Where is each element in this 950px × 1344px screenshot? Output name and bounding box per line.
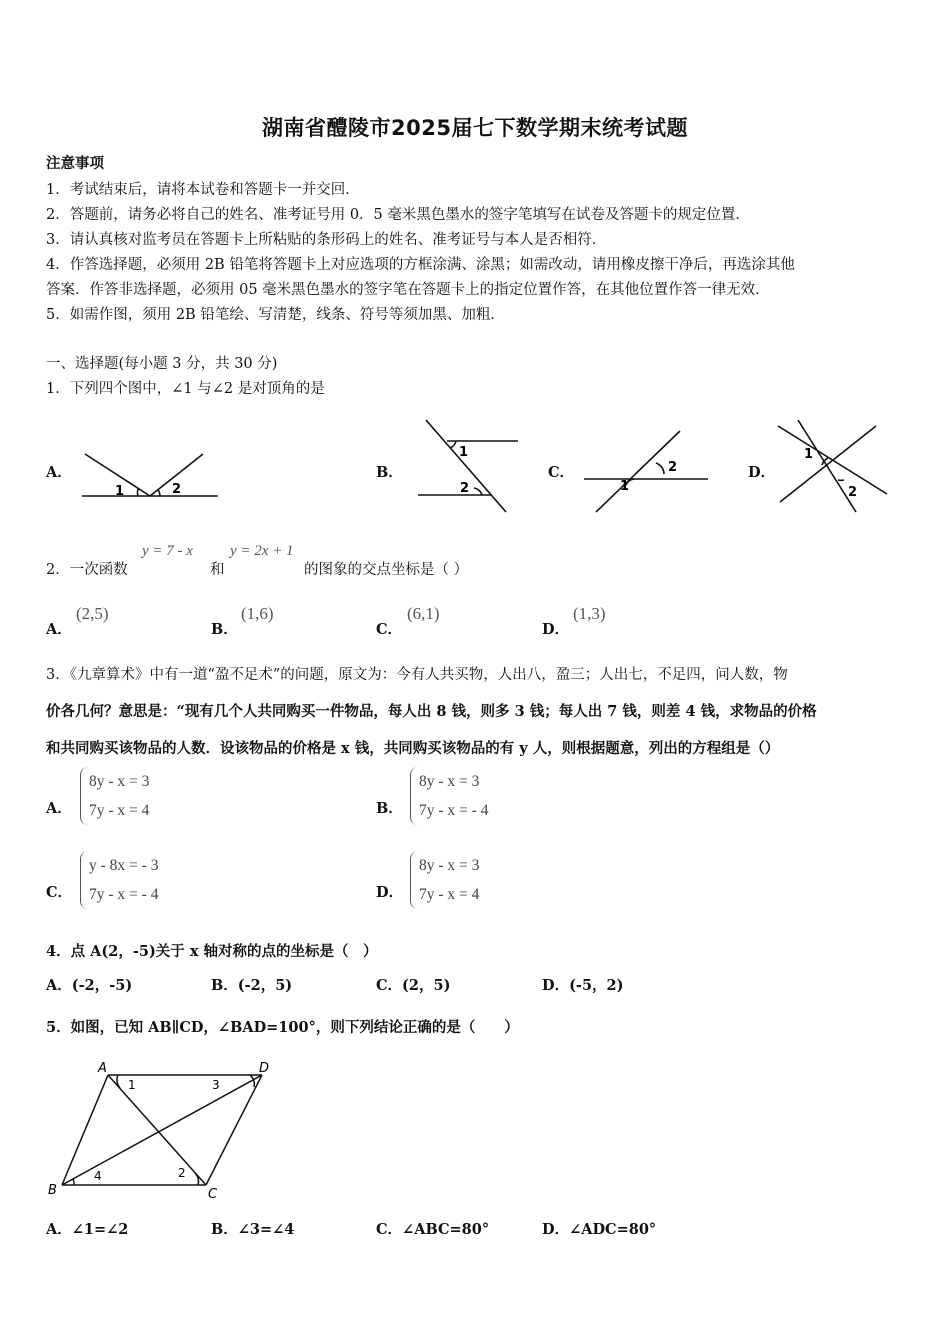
- equation: 8y - x = 3: [419, 773, 480, 790]
- q2-option-c-letter: C．: [376, 621, 403, 638]
- q5-figure: [40, 1055, 285, 1205]
- q3-option-d-letter: D．: [376, 884, 404, 901]
- angle-label: 3: [212, 1078, 220, 1092]
- q5-stem: 5．如图，已知 AB∥CD，∠BAD=100°，则下列结论正确的是（ ）: [46, 1019, 519, 1036]
- notice-item: 2．答题前，请务必将自己的姓名、准考证号用 0．5 毫米黑色墨水的签字笔填写在试卷及答题卡的规定位置．: [46, 207, 750, 223]
- angle-label: 2: [178, 1166, 186, 1180]
- equation: 7y - x = - 4: [419, 802, 489, 819]
- vertex-label: A: [98, 1061, 107, 1076]
- q1-figure-b: [412, 418, 522, 516]
- angle-label: 1: [804, 447, 814, 462]
- vertex-label: C: [208, 1187, 218, 1202]
- q2-equation-1: y = 7 - x: [142, 543, 193, 559]
- angle-label: 2: [848, 485, 858, 500]
- q3-text: 3．《九章算术》中有一道“盈不足术”的问题，原文为：今有人共买物，人出八，盈三；人出七，不足四，问人数，物: [46, 667, 788, 683]
- vertex-label: D: [259, 1061, 270, 1076]
- q2-suffix: 的图象的交点坐标是（ ）: [304, 562, 469, 578]
- page-title: 湖南省醴陵市2025届七下数学期末统考试题: [262, 116, 688, 140]
- q2-option-a-letter: A．: [46, 621, 72, 638]
- q4-option-d: D．(-5，2): [542, 977, 624, 994]
- angle-label: 4: [94, 1169, 102, 1183]
- q1-option-a: A．: [46, 464, 72, 481]
- q3-text: 价各几何？意思是：“现有几个人共同购买一件物品，每人出 8 钱，则多 3 钱；每人出 7 钱，则差 4 钱，求物品的价格: [46, 703, 817, 720]
- angle-label: 1: [620, 479, 630, 494]
- q1-stem: 1．下列四个图中，∠1 与∠2 是对顶角的是: [46, 381, 325, 397]
- angle-label: 1: [115, 484, 125, 499]
- section-heading: 一、选择题(每小题 3 分，共 30 分): [46, 356, 278, 372]
- q3-option-c-system: [80, 851, 158, 909]
- q2-option-b-value: (1,6): [241, 604, 274, 623]
- q5-option-c: C．∠ABC=80°: [376, 1221, 490, 1238]
- q1-figure-a: [70, 440, 220, 510]
- angle-label: 2: [668, 460, 678, 475]
- q2-option-c-value: (6,1): [407, 604, 440, 623]
- q1-option-d: D．: [748, 464, 776, 481]
- q4-option-b: B．(-2，5): [211, 977, 293, 994]
- q2-prefix: 2．一次函数: [46, 562, 128, 578]
- q3-option-a-system: [80, 767, 149, 825]
- equation: 7y - x = 4: [89, 802, 150, 819]
- q3-option-a-letter: A．: [46, 800, 72, 817]
- equation: 7y - x = 4: [419, 886, 480, 903]
- q2-option-b-letter: B．: [211, 621, 238, 638]
- q4-option-a: A．(-2，-5): [46, 977, 133, 994]
- q4-option-c: C．(2，5): [376, 977, 451, 994]
- angle-label: 1: [128, 1078, 136, 1092]
- q1-option-b: B．: [376, 464, 403, 481]
- q3-option-c-letter: C．: [46, 884, 73, 901]
- angle-label: 2: [460, 481, 470, 496]
- q3-option-b-letter: B．: [376, 800, 403, 817]
- notice-item: 3．请认真核对监考员在答题卡上所粘贴的条形码上的姓名、准考证号与本人是否相符．: [46, 232, 607, 248]
- q5-option-b: B．∠3=∠4: [211, 1221, 295, 1238]
- q1-option-c: C．: [548, 464, 575, 481]
- vertex-label: B: [48, 1183, 57, 1198]
- q3-option-b-system: [410, 767, 488, 825]
- q1-figure-c: [580, 428, 715, 516]
- equation: 8y - x = 3: [419, 857, 480, 874]
- q5-option-a: A．∠1=∠2: [46, 1221, 129, 1238]
- q3-option-d-system: [410, 851, 479, 909]
- notice-item: 答案．作答非选择题，必须用 05 毫米黑色墨水的签字笔在答题卡上的指定位置作答，在其他位置作答一律无效．: [46, 282, 770, 298]
- q2-connector: 和: [210, 562, 225, 578]
- equation: 7y - x = - 4: [89, 886, 159, 903]
- notice-heading: 注意事项: [46, 155, 104, 172]
- notice-item: 5．如需作图，须用 2B 铅笔绘、写清楚，线条、符号等须加黑、加粗．: [46, 307, 505, 323]
- q2-option-a-value: (2,5): [76, 604, 109, 623]
- notice-item: 4．作答选择题，必须用 2B 铅笔将答题卡上对应选项的方框涂满、涂黑；如需改动，请用橡皮擦干净后，再选涂其他: [46, 257, 795, 273]
- notice-item: 1．考试结束后，请将本试卷和答题卡一并交回．: [46, 182, 360, 198]
- q3-text: 和共同购买该物品的人数．设该物品的价格是 x 钱，共同购买该物品的有 y 人，则根据题意，列出的方程组是（）: [46, 740, 780, 757]
- q2-option-d-letter: D．: [542, 621, 570, 638]
- equation: y - 8x = - 3: [89, 857, 159, 874]
- angle-label: 2: [172, 482, 182, 497]
- q1-figure-d: [772, 418, 892, 516]
- q4-stem: 4．点 A(2，-5)关于 x 轴对称的点的坐标是（ ）: [46, 943, 378, 960]
- q2-option-d-value: (1,3): [573, 604, 606, 623]
- equation: 8y - x = 3: [89, 773, 150, 790]
- q5-option-d: D．∠ADC=80°: [542, 1221, 657, 1238]
- q2-equation-2: y = 2x + 1: [230, 543, 294, 559]
- angle-label: 1: [459, 445, 469, 460]
